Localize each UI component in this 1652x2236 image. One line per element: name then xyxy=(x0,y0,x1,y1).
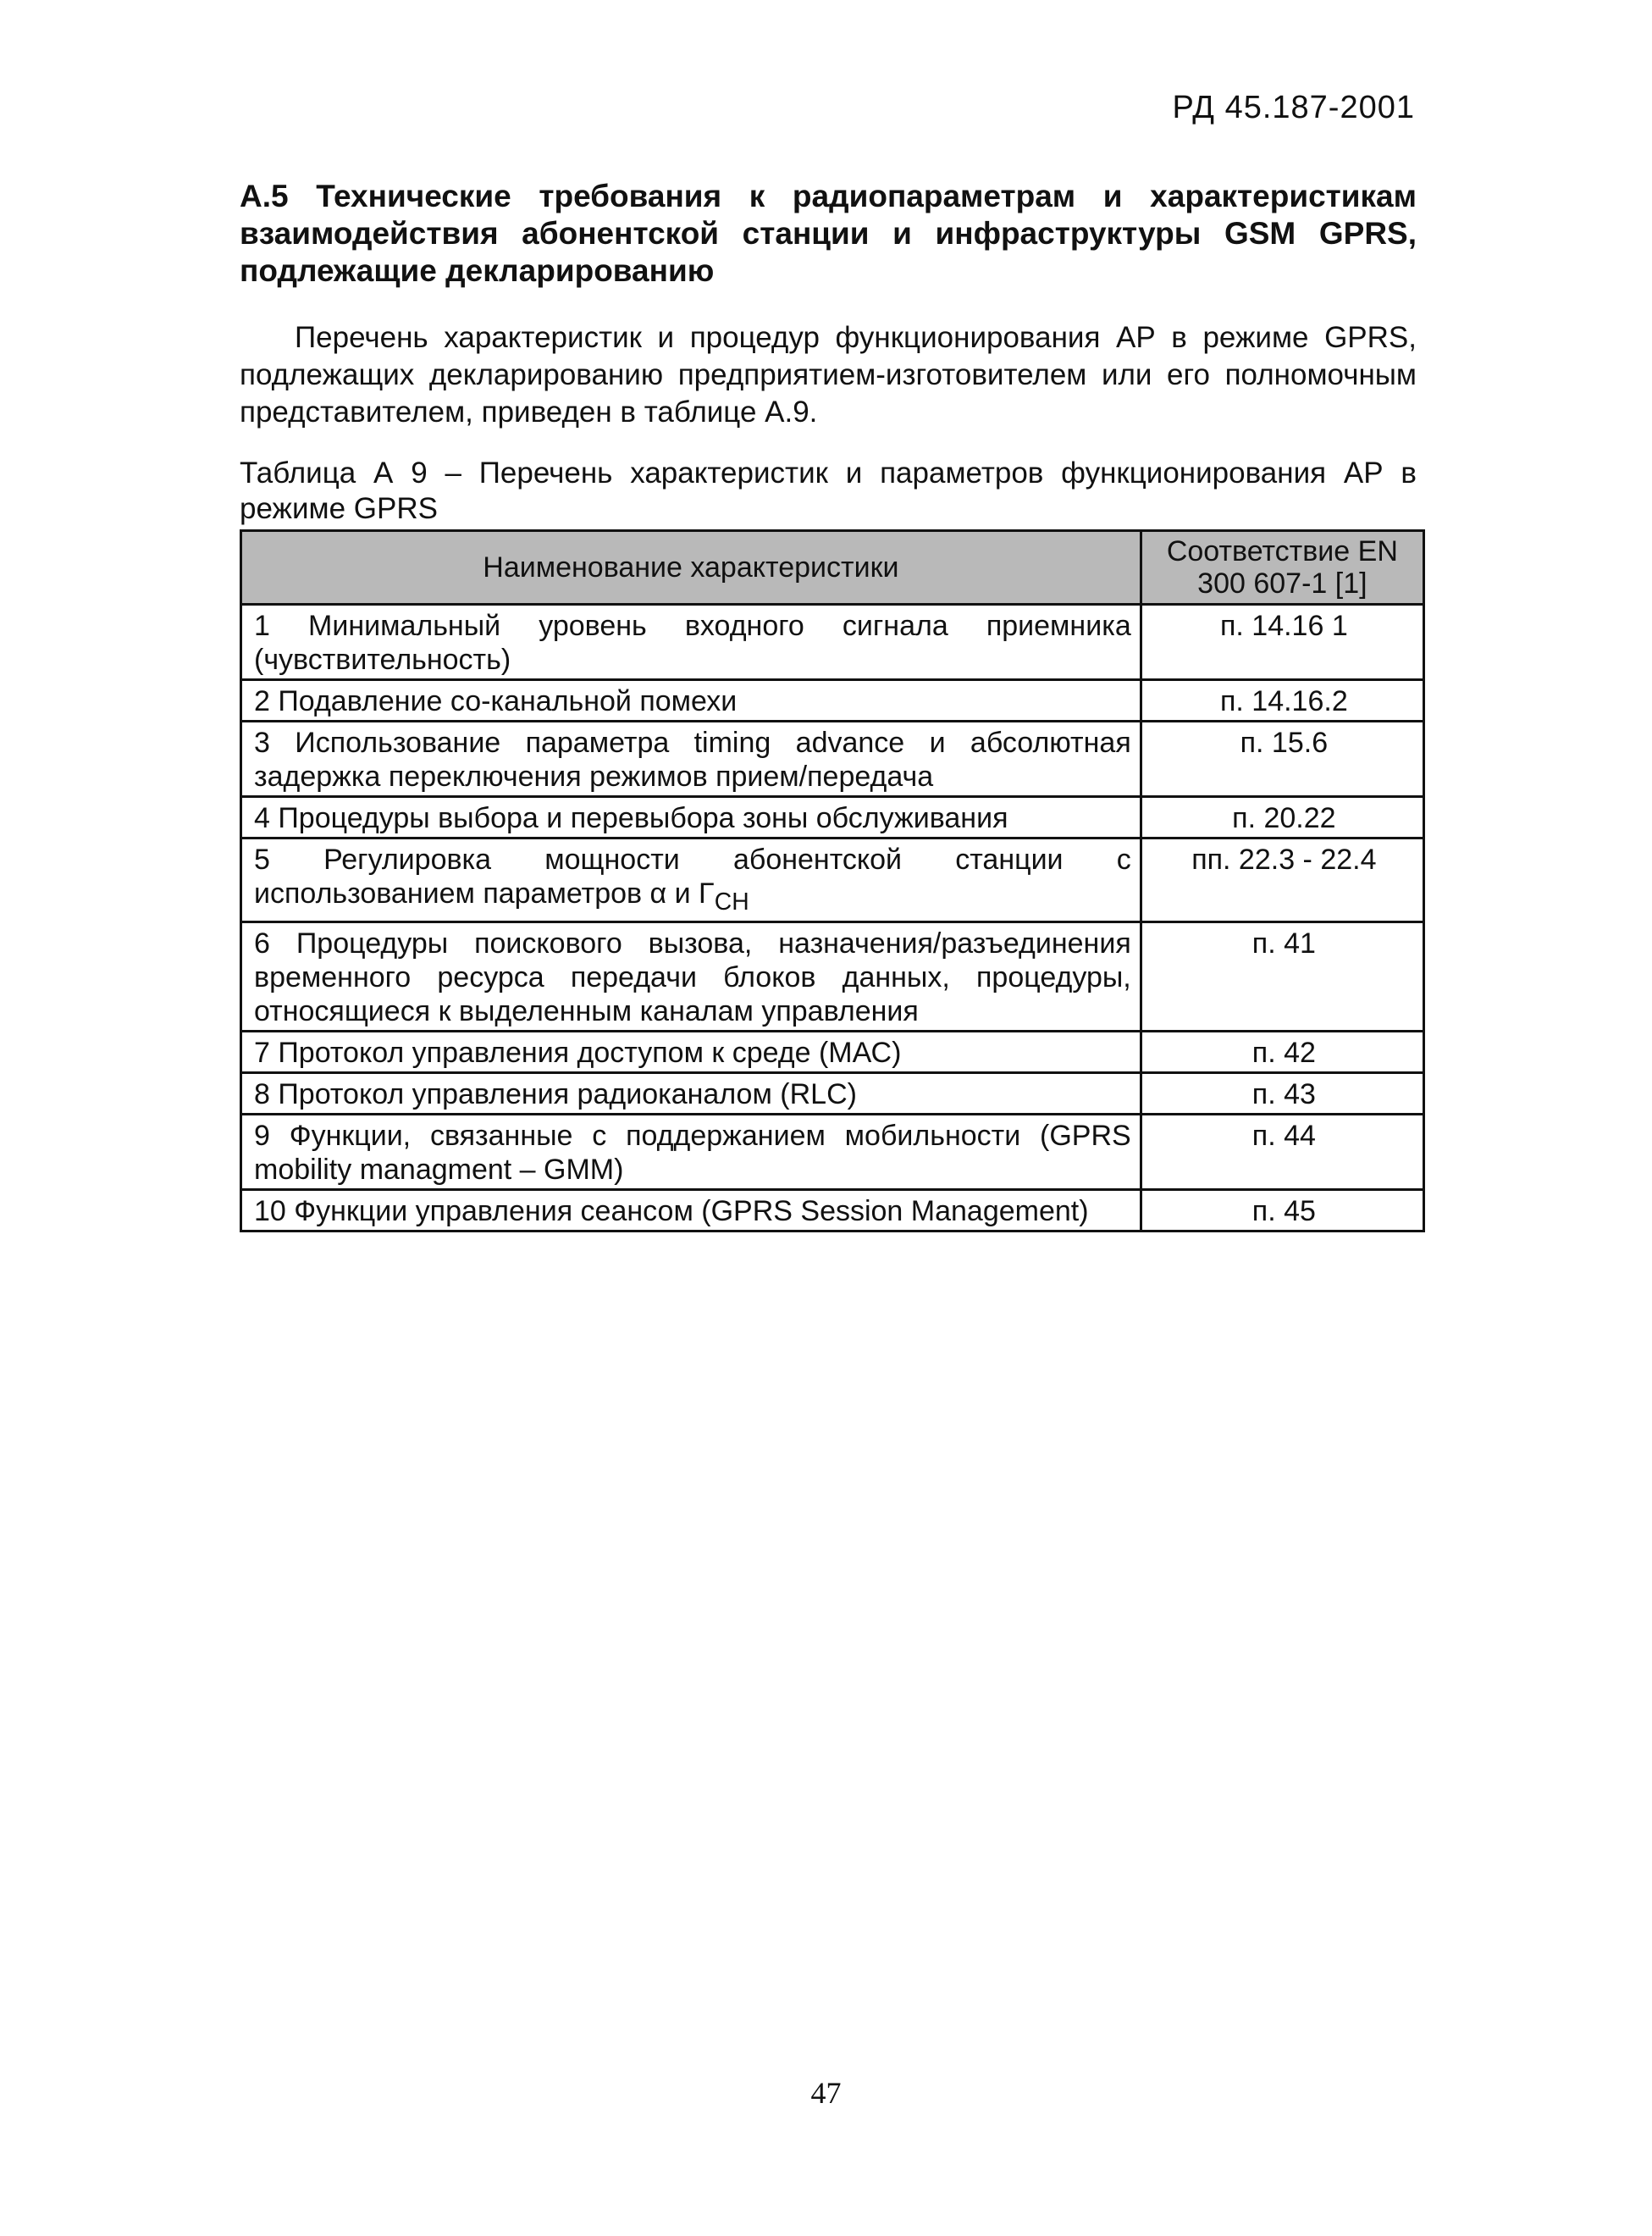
column-header-name: Наименование характеристики xyxy=(241,531,1141,605)
row-name-cell: 9 Функции, связанные с поддержанием мобильности (GPRS mobility managment – GMM) xyxy=(241,1114,1141,1189)
row-name-text: 5 Регулировка мощности абонентской станции с использованием параметров α и Γ xyxy=(254,844,1131,910)
row-reference-cell: п. 15.6 xyxy=(1141,722,1423,797)
row-reference-cell: пп. 22.3 - 22.4 xyxy=(1141,838,1423,922)
row-reference-cell: п. 14.16.2 xyxy=(1141,680,1423,722)
row-reference-cell: п. 43 xyxy=(1141,1072,1423,1114)
row-name-cell: 6 Процедуры поискового вызова, назначения/разъединения временного ресурса передачи блоков данных, процедуры, относящиеся к выделенным каналам управления xyxy=(241,922,1141,1031)
row-reference-cell: п. 44 xyxy=(1141,1114,1423,1189)
row-reference-cell: п. 45 xyxy=(1141,1189,1423,1231)
table-row xyxy=(241,797,1424,838)
table-row xyxy=(241,680,1424,722)
table-row xyxy=(241,1114,1424,1189)
characteristics-table xyxy=(240,529,1425,1232)
table-row xyxy=(241,838,1424,922)
section-heading: А.5 Технические требования к радиопараметрам и характеристикам взаимодействия абонентской станции и инфраструктуры GSM GPRS, подлежащие декларированию xyxy=(240,179,1417,288)
table-row xyxy=(241,922,1424,1031)
row-reference-cell: п. 42 xyxy=(1141,1031,1423,1072)
row-name-subscript: CH xyxy=(714,888,749,916)
row-name-cell xyxy=(241,838,1141,922)
table-header-row xyxy=(241,531,1424,605)
row-reference-cell: п. 41 xyxy=(1141,922,1423,1031)
intro-paragraph: Перечень характеристик и процедур функционирования АР в режиме GPRS, подлежащих декларированию предприятием-изготовителем или его полномочным представителем, приведен в таблице А.9. xyxy=(240,321,1417,429)
table-row xyxy=(241,1189,1424,1231)
table-row xyxy=(241,1072,1424,1114)
row-name-cell: 10 Функции управления сеансом (GPRS Session Management) xyxy=(241,1189,1141,1231)
row-reference-cell: п. 20.22 xyxy=(1141,797,1423,838)
row-name-cell: 4 Процедуры выбора и перевыбора зоны обслуживания xyxy=(241,797,1141,838)
table-row xyxy=(241,605,1424,680)
table-caption: Таблица А 9 – Перечень характеристик и параметров функционирования АР в режиме GPRS xyxy=(240,457,1417,525)
row-name-cell: 7 Протокол управления доступом к среде (МАС) xyxy=(241,1031,1141,1072)
page-number: 47 xyxy=(810,2076,842,2110)
row-reference-cell: п. 14.16 1 xyxy=(1141,605,1423,680)
table-row xyxy=(241,1031,1424,1072)
row-name-cell: 2 Подавление со-канальной помехи xyxy=(241,680,1141,722)
table-row xyxy=(241,722,1424,797)
column-header-reference: Соответствие EN 300 607-1 [1] xyxy=(1141,531,1423,605)
document-code: РД 45.187-2001 xyxy=(1172,90,1415,125)
row-name-cell: 3 Использование параметра timing advance и абсолютная задержка переключения режимов прием/передача xyxy=(241,722,1141,797)
row-name-cell: 1 Минимальный уровень входного сигнала приемника (чувствительность) xyxy=(241,605,1141,680)
row-name-cell: 8 Протокол управления радиоканалом (RLC) xyxy=(241,1072,1141,1114)
